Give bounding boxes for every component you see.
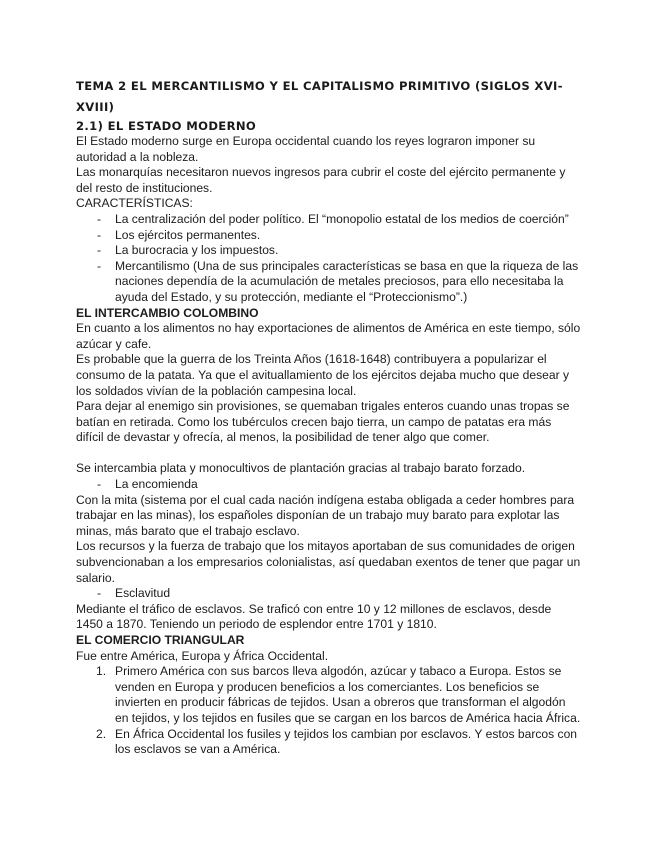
paragraph: Mediante el tráfico de esclavos. Se traficó con entre 10 y 12 millones de esclavos, desde 1450 a 1870. Teniendo un periodo de esplendor entre 1701 y 1810. xyxy=(76,601,552,632)
numbered-item xyxy=(76,727,581,758)
paragraph: El Estado moderno surge en Europa occidental cuando los reyes lograron imponer su autoridad a la nobleza. xyxy=(76,134,536,164)
characteristics-list xyxy=(76,212,581,306)
item-text: Primero América con sus barcos lleva algodón, azúcar y tabaco a Europa. Estos se venden en Europa y producen beneficios a los comerciantes. Los beneficios se invierten en producir fábricas de tejidos. Usan a obreros que transforman el algodón en tejidos, y los tejidos en fusiles que se cargan en los barcos de América hacia África. xyxy=(115,664,581,725)
item-text: En África Occidental los fusiles y tejidos los cambian por esclavos. Y estos barcos con los esclavos se van a América. xyxy=(115,726,578,757)
list-item: - Esclavitud xyxy=(76,586,581,602)
section-heading-comercio-triangular: EL COMERCIO TRIANGULAR xyxy=(76,633,245,647)
paragraph: Los recursos y la fuerza de trabajo que los mitayos aportaban de sus comunidades de origen subvencionaban a los empresarios colonialistas, así quedaban exentos de tener que pagar un salario. xyxy=(76,539,581,585)
blank-line xyxy=(76,446,581,462)
esclavitud-list xyxy=(76,586,581,602)
paragraph: Con la mita (sistema por el cual cada nación indígena estaba obligada a ceder hombres para trabajar en las minas), los españoles disponían de un trabajo muy barato para explotar las minas, más barato que el trabajo esclavo. xyxy=(76,492,575,538)
numbered-list xyxy=(76,664,581,758)
section-heading-intercambio-colombino: EL INTERCAMBIO COLOMBINO xyxy=(76,305,259,320)
list-item: - La burocracia y los impuestos. xyxy=(76,243,581,259)
numbered-item xyxy=(76,664,581,726)
list-item: - Los ejércitos permanentes. xyxy=(76,228,581,244)
document-title: TEMA 2 EL MERCANTILISMO Y EL CAPITALISMO PRIMITIVO (SIGLOS XVI-XVIII) xyxy=(76,79,563,114)
item-number: 1. xyxy=(96,664,107,679)
section-heading-estado-moderno: 2.1) EL ESTADO MODERNO xyxy=(76,119,257,133)
list-item: - La centralización del poder político. El “monopolio estatal de los medios de coerción” xyxy=(76,212,581,228)
paragraph: Se intercambia plata y monocultivos de plantación gracias al trabajo barato forzado. xyxy=(76,461,526,476)
paragraph: En cuanto a los alimentos no hay exportaciones de alimentos de América en este tiempo, sólo azúcar y cafe. xyxy=(76,321,581,351)
paragraph: Para dejar al enemigo sin provisiones, se quemaban trigales enteros cuando unas tropas se batían en retirada. Como los tubérculos crecen bajo tierra, un campo de patatas era más difícil de devastar y ofrecía, al menos, la posibilidad de tener algo que comer. xyxy=(76,399,570,445)
list-item: - Mercantilismo (Una de sus principales características se basa en que la riqueza de las naciones dependía de la acumulación de metales preciosos, para ello necesitaba la ayuda del Estado, y su protección, mediante el “Proteccionismo”.) xyxy=(76,259,581,306)
characteristics-label: CARACTERÍSTICAS: xyxy=(76,196,193,211)
paragraph: Las monarquías necesitaron nuevos ingresos para cubrir el coste del ejército permanente y del resto de instituciones. xyxy=(76,165,566,195)
item-number: 2. xyxy=(96,726,107,741)
paragraph: Fue entre América, Europa y África Occidental. xyxy=(76,648,329,663)
encomienda-list xyxy=(76,477,581,493)
list-item: - La encomienda xyxy=(76,477,581,493)
document-page xyxy=(76,76,581,758)
paragraph: Es probable que la guerra de los Treinta Años (1618-1648) contribuyera a popularizar el consumo de la patata. Ya que el avituallamiento de los ejércitos dejaba mucho que desear y los soldados vivían de la población campesina local. xyxy=(76,352,570,398)
